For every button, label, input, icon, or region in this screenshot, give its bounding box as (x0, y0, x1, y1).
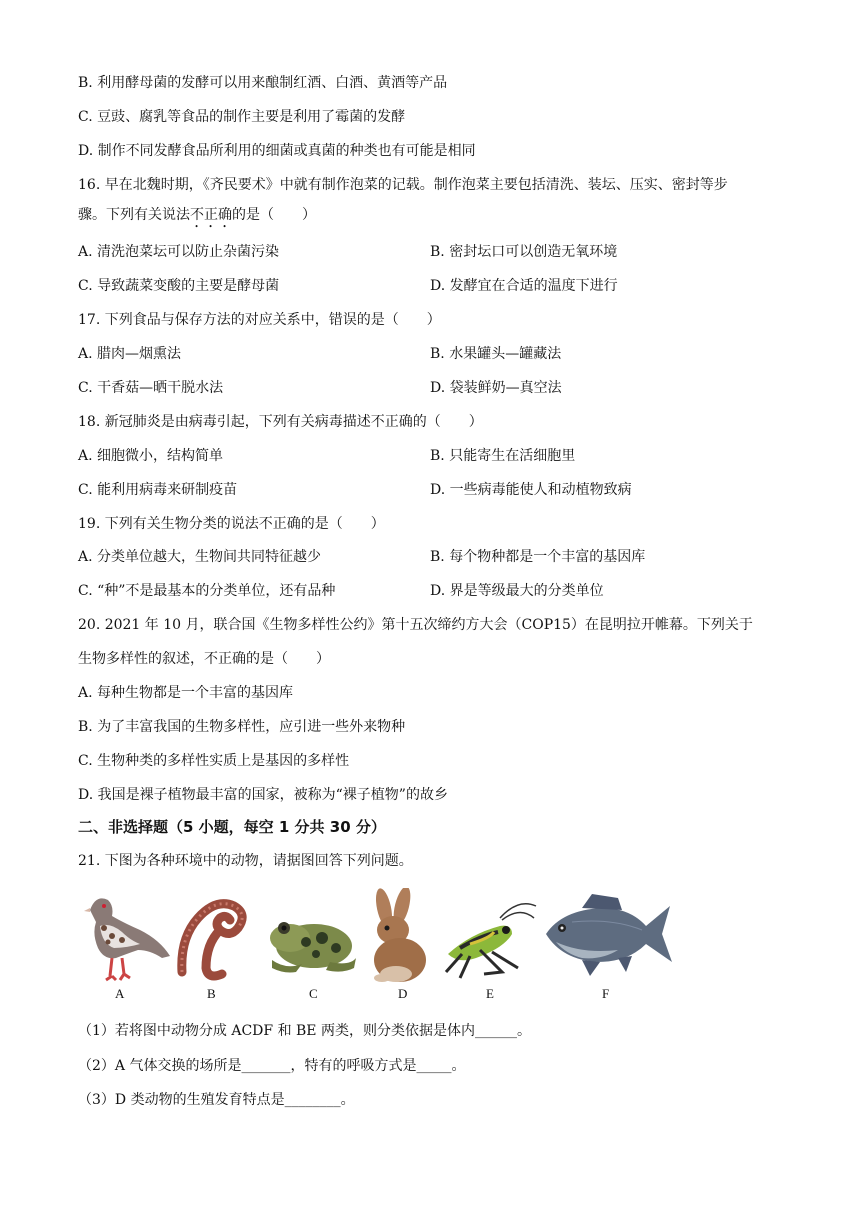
q19-option-b: B. 每个物种都是一个丰富的基因库 (430, 549, 646, 565)
q19-stem: 19. 下列有关生物分类的说法不正确的是（ ） (78, 516, 385, 532)
q16-stem-text-c: 的是（ ） (232, 207, 316, 223)
q18-option-b: B. 只能寄生在活细胞里 (430, 448, 576, 464)
q19-option-c: C. “种”不是最基本的分类单位，还有品种 (78, 583, 336, 599)
earthworm-icon (176, 888, 256, 984)
figure-label-e: E (486, 986, 494, 1001)
q18-option-d: D. 一些病毒能使人和动植物致病 (430, 482, 632, 498)
q15-option-c: C. 豆豉、腐乳等食品的制作主要是利用了霉菌的发酵 (78, 109, 406, 125)
q21-stem: 21. 下图为各种环境中的动物，请据图回答下列问题。 (78, 853, 413, 869)
q16-stem-line2 (78, 206, 316, 231)
frog-icon (266, 888, 358, 984)
figure-label-a: A (115, 986, 125, 1001)
q16-option-b: B. 密封坛口可以创造无氧环境 (430, 244, 618, 260)
q16-option-d: D. 发酵宜在合适的温度下进行 (430, 278, 618, 294)
q20-option-d: D. 我国是裸子植物最丰富的国家，被称为“裸子植物”的故乡 (78, 787, 448, 803)
q17-option-b: B. 水果罐头—罐藏法 (430, 346, 562, 362)
q20-option-b: B. 为了丰富我国的生物多样性，应引进一些外来物种 (78, 719, 406, 735)
grasshopper-icon (440, 888, 538, 984)
q17-option-c: C. 干香菇—晒干脱水法 (78, 380, 224, 396)
q20-option-a: A. 每种生物都是一个丰富的基因库 (78, 685, 294, 701)
figure-label-c: C (309, 986, 318, 1001)
q16-stem-line1: 16. 早在北魏时期，《齐民要术》中就有制作泡菜的记载。制作泡菜主要包括清洗、装坛、压实、密封等步 (78, 177, 728, 193)
q20-option-c: C. 生物种类的多样性实质上是基因的多样性 (78, 753, 350, 769)
q18-option-c: C. 能利用病毒来研制疫苗 (78, 482, 238, 498)
figure-label-b: B (207, 986, 216, 1001)
q21-subquestion-3: （3）D 类动物的生殖发育特点是________。 (78, 1092, 355, 1108)
fish-icon (542, 888, 674, 984)
q17-stem: 17. 下列食品与保存方法的对应关系中，错误的是（ ） (78, 312, 441, 328)
figure-label-d: D (398, 986, 408, 1001)
q16-option-c: C. 导致蔬菜变酸的主要是酵母菌 (78, 278, 280, 294)
q20-stem-line2: 生物多样性的叙述，不正确的是（ ） (78, 651, 330, 667)
q19-option-a: A. 分类单位越大，生物间共同特征越少 (78, 549, 322, 565)
q17-option-d: D. 袋装鲜奶—真空法 (430, 380, 562, 396)
q21-subquestion-1: （1）若将图中动物分成 ACDF 和 BE 两类，则分类依据是体内______。 (78, 1023, 531, 1039)
pigeon-icon (82, 888, 172, 984)
q16-stem-text-a: 骤。下列有关说法 (78, 207, 190, 223)
q16-option-a: A. 清洗泡菜坛可以防止杂菌污染 (78, 244, 280, 260)
rabbit-icon (360, 888, 436, 984)
q15-option-b: B. 利用酵母菌的发酵可以用来酿制红酒、白酒、黄酒等产品 (78, 75, 448, 91)
q21-subquestion-2: （2）A 气体交换的场所是_______，特有的呼吸方式是_____。 (78, 1058, 466, 1074)
section-heading: 二、非选择题（5 小题，每空 1 分共 30 分） (78, 818, 386, 836)
q18-option-a: A. 细胞微小，结构简单 (78, 448, 224, 464)
q17-option-a: A. 腊肉—烟熏法 (78, 346, 182, 362)
q20-stem-line1: 20. 2021 年 10 月，联合国《生物多样性公约》第十五次缔约方大会（COP15）在昆明拉开帷幕。下列关于 (78, 617, 753, 633)
q16-emphasis-not-correct: 不正确 (190, 207, 232, 223)
q15-option-d: D. 制作不同发酵食品所利用的细菌或真菌的种类也有可能是相同 (78, 143, 476, 159)
q18-stem: 18. 新冠肺炎是由病毒引起，下列有关病毒描述不正确的（ ） (78, 414, 483, 430)
q19-option-d: D. 界是等级最大的分类单位 (430, 583, 604, 599)
figure-label-f: F (602, 986, 610, 1001)
